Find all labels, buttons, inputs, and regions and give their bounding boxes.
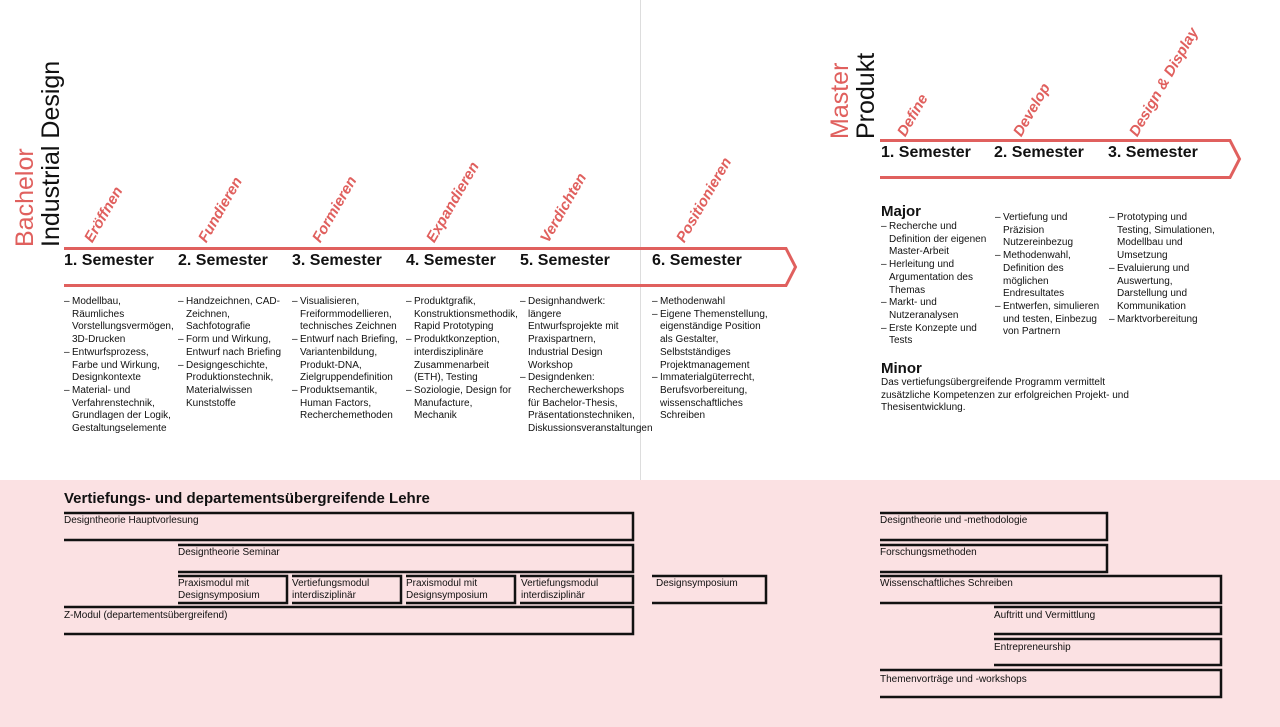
module-box: Wissenschaftliches Schreiben xyxy=(880,578,1013,589)
module-box: Auftritt und Vermittlung xyxy=(994,610,1096,621)
list-item: – Soziologie, Design for Manufacture, Mechanik xyxy=(406,385,514,423)
bachelor-content-6 xyxy=(652,296,768,423)
master-semester-3: 3. Semester xyxy=(1108,144,1198,161)
major-heading: Major xyxy=(881,203,922,220)
phase-design-display: Design & Display xyxy=(1126,24,1202,140)
bachelor-content-1 xyxy=(64,296,172,436)
list-item: – Entwurfsprozess, Farbe und Wirkung, Designkontexte xyxy=(64,347,172,385)
major-content-3 xyxy=(1109,212,1221,326)
phase-fundieren: Fundieren xyxy=(195,174,246,246)
phase-develop: Develop xyxy=(1010,80,1054,140)
module-box: Designtheorie Hauptvorlesung xyxy=(64,515,199,526)
phase-verdichten: Verdichten xyxy=(537,170,591,246)
list-item: – Produktsemantik, Human Factors, Recherchemethoden xyxy=(292,385,404,423)
module-box: Themenvorträge und -workshops xyxy=(880,674,1027,685)
list-item: – Produktgrafik, Konstruktionsmethodik, Rapid Prototyping xyxy=(406,296,514,334)
lehre-heading: Vertiefungs- und departementsübergreifende Lehre xyxy=(64,490,430,507)
major-content-2 xyxy=(995,212,1107,339)
minor-heading: Minor xyxy=(881,360,922,377)
bachelor-content-5 xyxy=(520,296,653,436)
list-item: – Designhandwerk: längere Entwurfsprojekte mit Praxispartnern, Industrial Design Workshop xyxy=(520,296,628,372)
bachelor-content-4 xyxy=(406,296,518,423)
master-semester-1: 1. Semester xyxy=(881,144,971,161)
module-box: Designtheorie und -methodologie xyxy=(880,515,1028,526)
module-box: Forschungsmethoden xyxy=(880,547,977,558)
list-item: – Visualisieren, Freiformmodellieren, technisches Zeichnen xyxy=(292,296,404,334)
minor-text: Das vertiefungsübergreifende Programm vermittelt zusätzliche Kompetenzen zur erfolgreichen Projekt- und Thesisentwicklung. xyxy=(881,377,1129,414)
bachelor-semester-4: 4. Semester xyxy=(406,252,496,269)
list-item: – Designdenken: Recherchewerkshops für Bachelor-Thesis, Präsentationstechniken, Diskussionsveranstaltungen xyxy=(520,372,628,436)
list-item: – Designgeschichte, Produktionstechnik, Materialwissen Kunststoffe xyxy=(178,360,290,411)
phase-expandieren: Expandieren xyxy=(423,159,483,246)
list-item: – Entwurf nach Briefing, Variantenbildung, Produkt-DNA, Zielgruppendefinition xyxy=(292,334,404,385)
module-box: Entrepreneurship xyxy=(994,642,1071,653)
list-item: – Methodenwahl xyxy=(652,296,768,309)
module-box: Praxismodul mit Designsymposium xyxy=(406,578,488,601)
master-semester-2: 2. Semester xyxy=(994,144,1084,161)
list-item: – Immaterialgüterrecht, Berufsvorbereitung, wissenschaftliches Schreiben xyxy=(652,372,768,423)
list-item: – Modellbau, Räumliches Vorstellungsvermögen, 3D-Drucken xyxy=(64,296,172,347)
bachelor-semester-2: 2. Semester xyxy=(178,252,268,269)
bachelor-semester-6: 6. Semester xyxy=(652,252,742,269)
module-box: Designtheorie Seminar xyxy=(178,547,280,558)
bachelor-label: Bachelor xyxy=(11,148,39,247)
list-item: – Form und Wirkung, Entwurf nach Briefing xyxy=(178,334,290,359)
bachelor-semester-3: 3. Semester xyxy=(292,252,382,269)
major-content-1 xyxy=(881,221,999,348)
module-box: Vertiefungsmodul interdisziplinär xyxy=(292,578,370,601)
list-item: – Markt- und Nutzeranalysen xyxy=(881,297,999,322)
list-item: – Vertiefung und Präzision Nutzereinbezug xyxy=(995,212,1107,250)
bachelor-content-2 xyxy=(178,296,290,410)
list-item: – Erste Konzepte und Tests xyxy=(881,323,999,348)
list-item: – Eigene Themenstellung, eigenständige Position als Gestalter, Selbstständiges Projektmanagement xyxy=(652,309,768,373)
bachelor-content-3 xyxy=(292,296,404,423)
list-item: – Recherche und Definition der eigenen Master-Arbeit xyxy=(881,221,999,259)
bachelor-semester-1: 1. Semester xyxy=(64,252,154,269)
module-box: Praxismodul mit Designsymposium xyxy=(178,578,260,601)
list-item: – Prototyping und Testing, Simulationen, Modellbau und Umsetzung xyxy=(1109,212,1221,263)
list-item: – Marktvorbereitung xyxy=(1109,314,1221,327)
bachelor-title: Industrial Design xyxy=(37,60,65,247)
phase-define: Define xyxy=(894,91,932,140)
list-item: – Handzeichnen, CAD-Zeichnen, Sachfotografie xyxy=(178,296,290,334)
phase-positionieren: Positionieren xyxy=(673,154,736,246)
list-item: – Entwerfen, simulieren und testen, Einbezug von Partnern xyxy=(995,301,1107,339)
phase-formieren: Formieren xyxy=(309,173,361,246)
list-item: – Herleitung und Argumentation des Themas xyxy=(881,259,999,297)
list-item: – Evaluierung und Auswertung, Darstellung und Kommunikation xyxy=(1109,263,1221,314)
module-box: Vertiefungsmodul interdisziplinär xyxy=(521,578,599,601)
master-title: Produkt xyxy=(852,52,880,139)
module-box: Designsymposium xyxy=(656,578,738,589)
list-item: – Methodenwahl, Definition des möglichen Endresultates xyxy=(995,250,1107,301)
module-box: Z-Modul (departementsübergreifend) xyxy=(64,610,228,621)
list-item: – Produktkonzeption, interdisziplinäre Zusammenarbeit (ETH), Testing xyxy=(406,334,514,385)
master-label: Master xyxy=(826,62,854,139)
bachelor-semester-5: 5. Semester xyxy=(520,252,610,269)
phase-eroeffnen: Eröffnen xyxy=(81,183,127,246)
list-item: – Material- und Verfahrenstechnik, Grundlagen der Logik, Gestaltungselemente xyxy=(64,385,172,436)
